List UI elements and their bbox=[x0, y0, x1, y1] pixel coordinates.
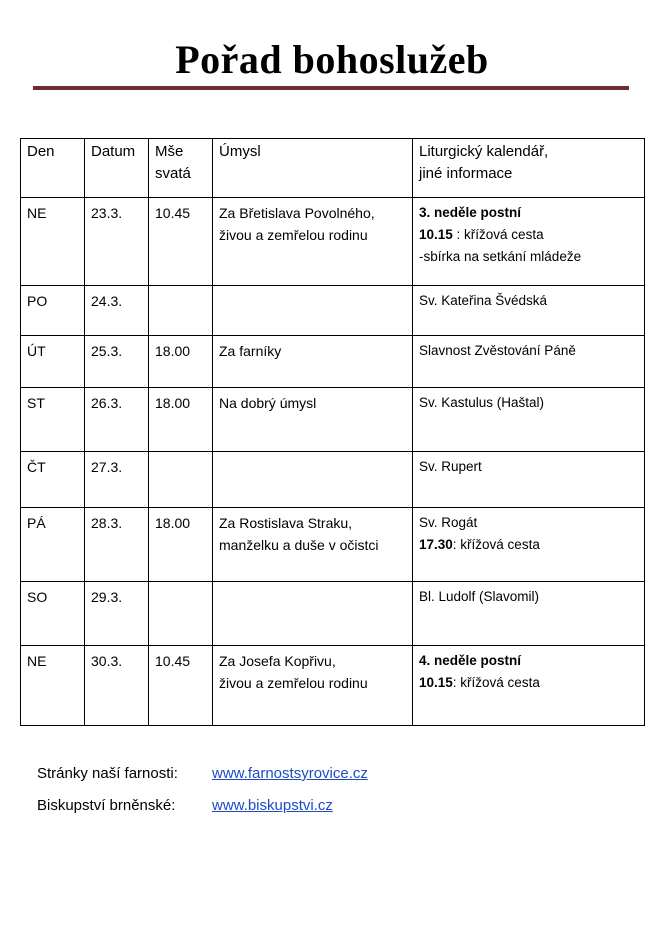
info-bold: 10.15 bbox=[419, 227, 453, 242]
cell-datum bbox=[85, 508, 149, 582]
info-line bbox=[419, 246, 639, 268]
cell-info bbox=[413, 646, 645, 726]
table-row bbox=[21, 336, 645, 388]
date-value: 24.3. bbox=[91, 293, 123, 309]
info-line bbox=[419, 534, 639, 556]
intention-line: Na dobrý úmysl bbox=[219, 395, 317, 411]
date-value: 30.3. bbox=[91, 653, 123, 669]
info-text: Bl. Ludolf (Slavomil) bbox=[419, 589, 540, 604]
info-line bbox=[419, 586, 639, 608]
info-line bbox=[419, 392, 639, 414]
info-text: -sbírka na setkání mládeže bbox=[419, 249, 582, 264]
info-text: Slavnost Zvěstování Páně bbox=[419, 343, 576, 358]
cell-mse bbox=[149, 452, 213, 508]
info-line bbox=[419, 290, 639, 312]
info-line bbox=[419, 650, 639, 672]
info-bold: 3. neděle postní bbox=[419, 205, 522, 220]
header-mse-line2: svatá bbox=[155, 165, 191, 182]
intention-line: Za farníky bbox=[219, 343, 282, 359]
info-line bbox=[419, 224, 639, 246]
link-label-biskupstvi: Biskupství brněnské: bbox=[37, 797, 176, 814]
header-den-label: Den bbox=[27, 143, 55, 160]
date-value: 29.3. bbox=[91, 589, 123, 605]
info-text: Sv. Kastulus (Haštal) bbox=[419, 395, 545, 410]
cell-den bbox=[21, 388, 85, 452]
info-text: Sv. Rogát bbox=[419, 515, 478, 530]
cell-info bbox=[413, 198, 645, 286]
date-value: 25.3. bbox=[91, 343, 123, 359]
info-bold: 10.15 bbox=[419, 675, 453, 690]
cell-den bbox=[21, 646, 85, 726]
link-row-biskupstvi bbox=[37, 794, 368, 826]
links-section bbox=[37, 762, 368, 826]
cell-mse bbox=[149, 286, 213, 336]
table-row bbox=[21, 452, 645, 508]
cell-datum bbox=[85, 336, 149, 388]
info-bold: 17.30 bbox=[419, 537, 453, 552]
link-label-farnost: Stránky naší farnosti: bbox=[37, 765, 178, 782]
cell-info bbox=[413, 286, 645, 336]
date-value: 27.3. bbox=[91, 459, 123, 475]
date-value: 26.3. bbox=[91, 395, 123, 411]
cell-datum bbox=[85, 646, 149, 726]
day-abbrev: PO bbox=[27, 293, 48, 309]
intention-line: živou a zemřelou rodinu bbox=[219, 675, 368, 691]
cell-umysl bbox=[213, 336, 413, 388]
day-abbrev: ST bbox=[27, 395, 45, 411]
cell-mse bbox=[149, 388, 213, 452]
cell-info bbox=[413, 336, 645, 388]
header-kalendar bbox=[413, 139, 645, 198]
day-abbrev: NE bbox=[27, 205, 47, 221]
cell-umysl bbox=[213, 198, 413, 286]
table-row bbox=[21, 198, 645, 286]
link-row-farnost bbox=[37, 762, 368, 794]
day-abbrev: PÁ bbox=[27, 515, 46, 531]
cell-datum bbox=[85, 582, 149, 646]
cell-umysl bbox=[213, 646, 413, 726]
link-biskupstvi[interactable]: www.biskupstvi.cz bbox=[212, 797, 333, 814]
header-mse bbox=[149, 139, 213, 198]
cell-den bbox=[21, 508, 85, 582]
day-abbrev: SO bbox=[27, 589, 48, 605]
intention-line: Za Josefa Kopřivu, bbox=[219, 653, 336, 669]
day-abbrev: ÚT bbox=[27, 343, 46, 359]
mass-time: 18.00 bbox=[155, 515, 191, 531]
cell-umysl bbox=[213, 508, 413, 582]
mass-time: 18.00 bbox=[155, 395, 191, 411]
title-underline bbox=[33, 86, 629, 90]
cell-mse bbox=[149, 508, 213, 582]
cell-den bbox=[21, 286, 85, 336]
intention-line: Za Břetislava Povolného, bbox=[219, 205, 375, 221]
cell-mse bbox=[149, 336, 213, 388]
cell-umysl bbox=[213, 388, 413, 452]
mass-time: 10.45 bbox=[155, 653, 191, 669]
cell-mse bbox=[149, 646, 213, 726]
cell-mse bbox=[149, 198, 213, 286]
info-line bbox=[419, 202, 639, 224]
cell-umysl bbox=[213, 582, 413, 646]
cell-info bbox=[413, 388, 645, 452]
header-umysl-label: Úmysl bbox=[219, 143, 261, 160]
intention-line: Za Rostislava Straku, bbox=[219, 515, 353, 531]
day-abbrev: NE bbox=[27, 653, 47, 669]
cell-umysl bbox=[213, 286, 413, 336]
table-header-row bbox=[21, 139, 645, 198]
info-line bbox=[419, 512, 639, 534]
info-text: : křížová cesta bbox=[452, 675, 540, 690]
info-line bbox=[419, 340, 639, 362]
table-row bbox=[21, 508, 645, 582]
info-line bbox=[419, 672, 639, 694]
info-line bbox=[419, 456, 639, 478]
cell-info bbox=[413, 582, 645, 646]
cell-info bbox=[413, 452, 645, 508]
date-value: 28.3. bbox=[91, 515, 123, 531]
header-datum-label: Datum bbox=[91, 143, 136, 160]
cell-datum bbox=[85, 198, 149, 286]
header-umysl bbox=[213, 139, 413, 198]
intention-line: manželku a duše v očistci bbox=[219, 537, 379, 553]
cell-mse bbox=[149, 582, 213, 646]
intention-line: živou a zemřelou rodinu bbox=[219, 227, 368, 243]
info-text: Sv. Kateřina Švédská bbox=[419, 293, 548, 308]
cell-den bbox=[21, 582, 85, 646]
cell-datum bbox=[85, 388, 149, 452]
schedule-table bbox=[20, 138, 645, 726]
header-datum bbox=[85, 139, 149, 198]
mass-time: 18.00 bbox=[155, 343, 191, 359]
cell-den bbox=[21, 336, 85, 388]
info-bold: 4. neděle postní bbox=[419, 653, 522, 668]
table-row bbox=[21, 582, 645, 646]
header-den bbox=[21, 139, 85, 198]
page-title: Pořad bohoslužeb bbox=[175, 37, 489, 82]
cell-umysl bbox=[213, 452, 413, 508]
cell-datum bbox=[85, 452, 149, 508]
date-value: 23.3. bbox=[91, 205, 123, 221]
table-row bbox=[21, 388, 645, 452]
link-farnost[interactable]: www.farnostsyrovice.cz bbox=[212, 765, 368, 782]
header-mse-line1: Mše bbox=[155, 143, 184, 160]
info-text: : křížová cesta bbox=[452, 537, 540, 552]
cell-den bbox=[21, 452, 85, 508]
cell-datum bbox=[85, 286, 149, 336]
info-text: : křížová cesta bbox=[452, 227, 544, 242]
info-text: Sv. Rupert bbox=[419, 459, 482, 474]
header-kalendar-line2: jiné informace bbox=[419, 165, 513, 182]
cell-den bbox=[21, 198, 85, 286]
day-abbrev: ČT bbox=[27, 459, 46, 475]
header-kalendar-line1: Liturgický kalendář, bbox=[419, 143, 549, 160]
table-row bbox=[21, 286, 645, 336]
cell-info bbox=[413, 508, 645, 582]
table-row bbox=[21, 646, 645, 726]
mass-time: 10.45 bbox=[155, 205, 191, 221]
